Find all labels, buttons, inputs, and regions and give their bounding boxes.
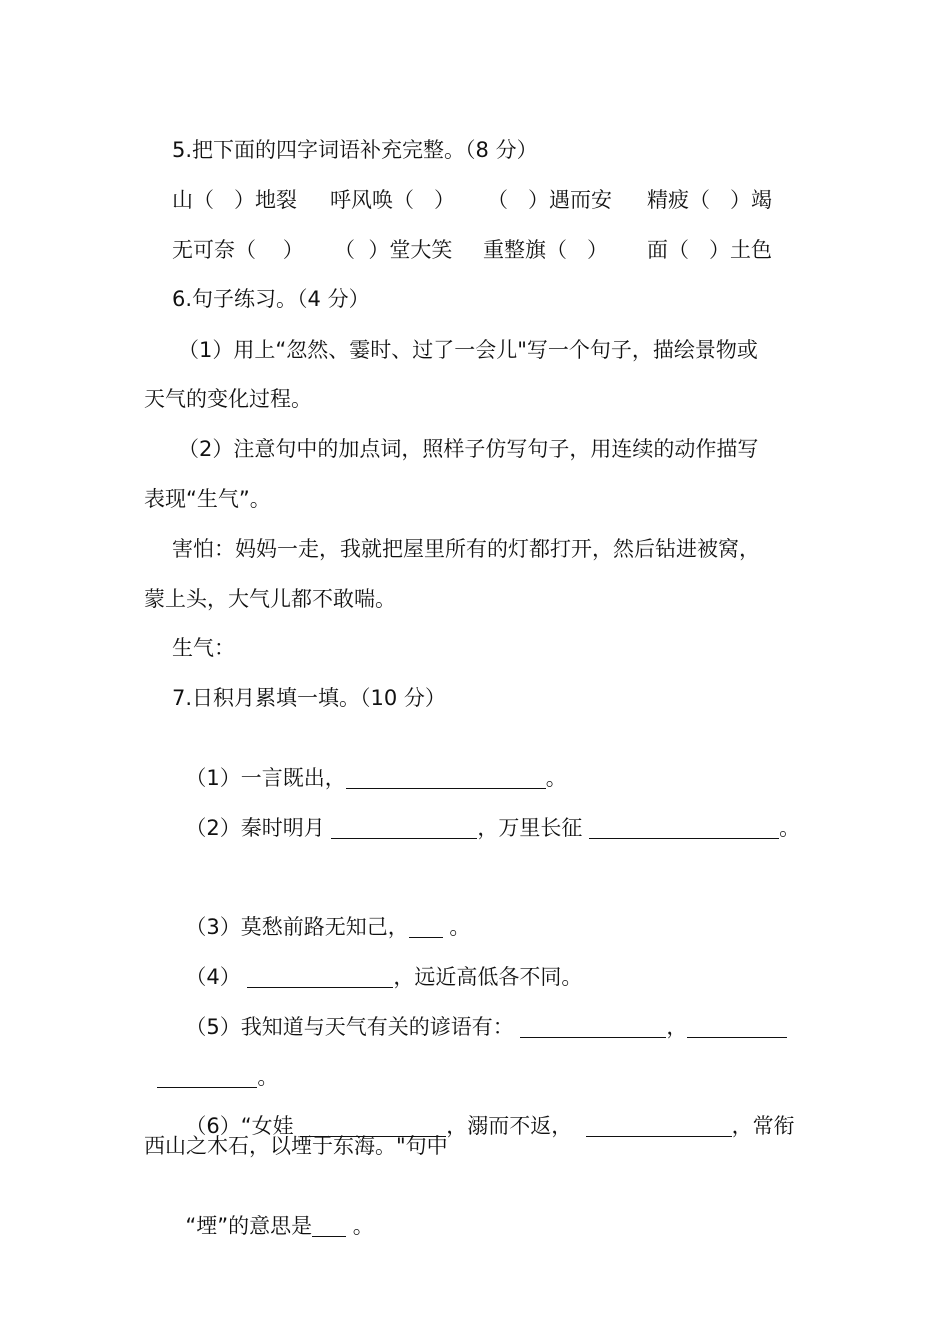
q5-title: 5.把下面的四字词语补充完整。（8 分） bbox=[172, 138, 538, 162]
q6-s1-line1: （1）用上“忽然、霎时、过了一会儿"写一个句子，描绘景物或 bbox=[178, 338, 758, 362]
q7-item-1-text: （1）一言既出， bbox=[185, 766, 346, 790]
answer-blank[interactable] bbox=[312, 1214, 346, 1237]
q7-item-1-end: 。 bbox=[545, 766, 567, 790]
q7-item-2-text: （2）秦时明月 bbox=[185, 816, 332, 840]
q7-item-2-end: 。 bbox=[779, 816, 801, 840]
q7-item-6-line3 bbox=[172, 1181, 374, 1241]
answer-blank[interactable] bbox=[586, 1114, 732, 1137]
q7-item-6-text3: “堙”的意思是 bbox=[185, 1214, 313, 1238]
q7-item-3-text: （3）莫愁前路无知己， bbox=[185, 915, 409, 939]
idiom-2-2: （ ）堂大笑 bbox=[334, 238, 453, 262]
q6-title: 6.句子练习。（4 分） bbox=[172, 287, 370, 311]
q7-item-5-end: 。 bbox=[257, 1065, 279, 1089]
idiom-1-1: 山（ ）地裂 bbox=[172, 188, 298, 212]
q7-item-2 bbox=[172, 783, 800, 843]
q7-item-4-text: （4） bbox=[185, 965, 248, 989]
q7-item-6-line2: 西山之木石，以堙于东海。"句中 bbox=[144, 1134, 448, 1158]
q7-item-6-mid: ，溺而不返， bbox=[446, 1114, 586, 1138]
q7-title: 7.日积月累填一填。（10 分） bbox=[172, 686, 446, 710]
q6-s2-line2: 表现“生气”。 bbox=[144, 487, 271, 511]
answer-blank[interactable] bbox=[687, 1015, 787, 1038]
q6-angry-label: 生气： bbox=[172, 636, 235, 660]
q7-item-6-mid2: ，常衔 bbox=[731, 1114, 795, 1138]
q7-item-6-text: （6）“女娃 bbox=[185, 1114, 301, 1138]
idiom-1-2: 呼风唤（ ） bbox=[330, 188, 456, 212]
answer-blank[interactable] bbox=[331, 816, 477, 839]
idiom-1-4: 精疲（ ）竭 bbox=[647, 188, 773, 212]
answer-blank[interactable] bbox=[589, 816, 779, 839]
q7-item-6-end: 。 bbox=[346, 1214, 374, 1238]
q7-item-5-mid: ， bbox=[666, 1015, 688, 1039]
idiom-2-3: 重整旗（ ） bbox=[483, 238, 609, 262]
idiom-1-3: （ ）遇而安 bbox=[487, 188, 613, 212]
answer-blank[interactable] bbox=[520, 1015, 666, 1038]
q7-item-2-mid: ，万里长征 bbox=[477, 816, 590, 840]
idiom-2-1: 无可奈（ ） bbox=[172, 238, 304, 262]
q6-s1-line2: 天气的变化过程。 bbox=[144, 387, 312, 411]
q6-example-line2: 蒙上头，大气儿都不敢喘。 bbox=[144, 587, 396, 611]
q7-item-5-text: （5）我知道与天气有关的谚语有： bbox=[185, 1015, 521, 1039]
q7-item-3-end: 。 bbox=[442, 915, 471, 939]
q7-item-4-end: ，远近高低各不同。 bbox=[393, 965, 583, 989]
idiom-2-4: 面（ ）土色 bbox=[647, 238, 773, 262]
q6-s2-line1: （2）注意句中的加点词，照样子仿写句子，用连续的动作描写 bbox=[178, 437, 759, 461]
q6-example-line1: 害怕：妈妈一走，我就把屋里所有的灯都打开，然后钻进被窝， bbox=[172, 537, 760, 561]
